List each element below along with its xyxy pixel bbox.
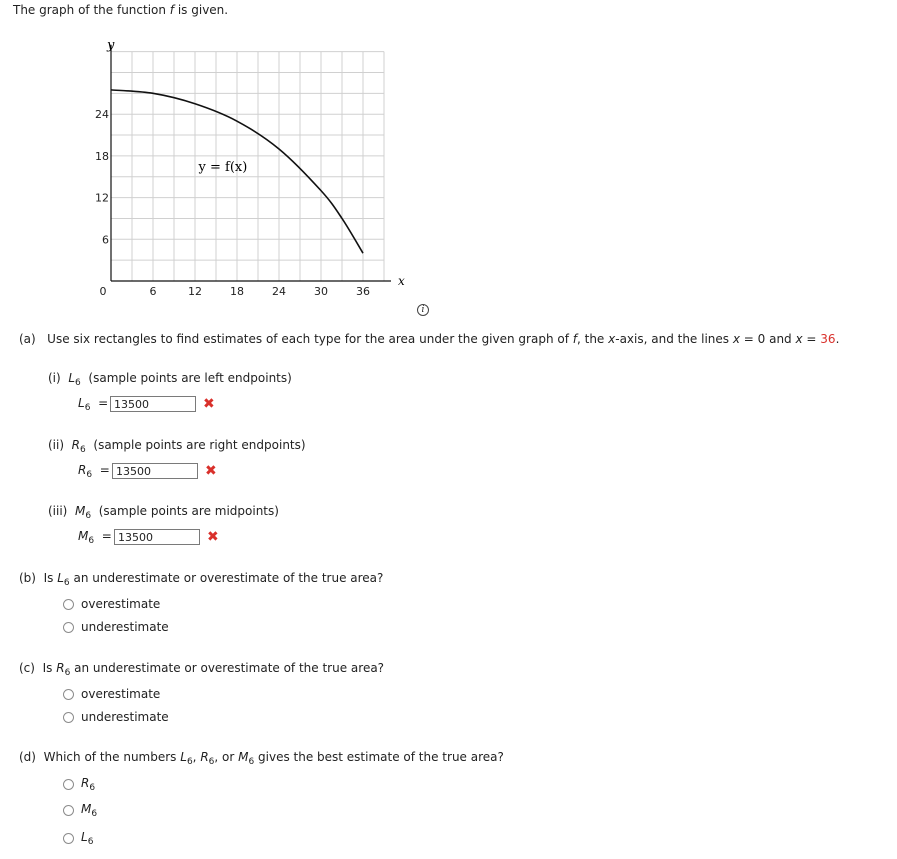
x-tick-label: 30	[314, 285, 328, 298]
part-b-question: (b) Is $L_6$ an underestimate or overestimate of the true area?	[19, 571, 384, 588]
info-icon[interactable]: i	[417, 304, 429, 316]
r6-input[interactable]: 13500	[112, 463, 198, 479]
b-overestimate-label[interactable]: overestimate	[81, 597, 161, 611]
d-r6-label[interactable]: $R_6$	[81, 776, 96, 793]
x-tick-label: 18	[230, 285, 244, 298]
d-m6-label[interactable]: $M_6$	[81, 802, 98, 819]
intro-text: The graph of the function f is given.	[13, 3, 229, 17]
y-tick-label: 6	[102, 233, 109, 247]
c-underestimate-radio[interactable]	[63, 712, 74, 723]
d-l6-radio[interactable]	[63, 833, 74, 844]
c-overestimate-label[interactable]: overestimate	[81, 687, 161, 701]
l6-incorrect-icon: ✖	[203, 396, 215, 412]
b-overestimate-radio[interactable]	[63, 599, 74, 610]
part-d-question: (d) Which of the numbers $L_6$, $R_6$, or $M_6$ gives the best estimate of the true area?	[19, 750, 504, 767]
x-tick-label: 36	[356, 285, 370, 298]
r6-answer-label: $R_6$ =	[78, 463, 110, 480]
y-tick-label: 12	[95, 191, 109, 205]
y-axis-label: y	[107, 38, 115, 53]
part-c-question: (c) Is $R_6$ an underestimate or overestimate of the true area?	[19, 661, 385, 678]
x-tick-label: 12	[188, 285, 202, 298]
function-graph	[0, 0, 420, 310]
b-underestimate-label[interactable]: underestimate	[81, 620, 169, 634]
curve-label: y = f(x)	[198, 160, 248, 176]
d-l6-label[interactable]: $L_6$	[81, 830, 94, 847]
x-axis-label: x	[398, 274, 405, 288]
m6-answer-label: $M_6$ =	[78, 529, 112, 546]
y-tick-label: 24	[95, 108, 109, 122]
b-underestimate-radio[interactable]	[63, 622, 74, 633]
r6-incorrect-icon: ✖	[205, 463, 217, 479]
x-tick-label: 6	[149, 285, 157, 298]
part-a-iii-label: (iii) $M_6$ (sample points are midpoints)	[48, 504, 279, 521]
c-underestimate-label[interactable]: underestimate	[81, 710, 169, 724]
y-tick-label: 18	[95, 149, 109, 163]
part-a-i-label: (i) $L_6$ (sample points are left endpoints)	[48, 371, 292, 388]
d-m6-radio[interactable]	[63, 805, 74, 816]
d-r6-radio[interactable]	[63, 779, 74, 790]
part-a-question: (a) Use six rectangles to find estimates of each type for the area under the given graph of f, the x-axis, and the lines x = 0 and x = 36.	[19, 332, 840, 346]
part-a-ii-label: (ii) $R_6$ (sample points are right endpoints)	[48, 438, 306, 455]
m6-incorrect-icon: ✖	[207, 529, 219, 545]
l6-input[interactable]: 13500	[110, 396, 196, 412]
x-tick-label: 24	[272, 285, 286, 298]
c-overestimate-radio[interactable]	[63, 689, 74, 700]
x-tick-label: 0	[99, 285, 107, 298]
l6-answer-label: $L_6$ =	[78, 396, 109, 413]
m6-input[interactable]: 13500	[114, 529, 200, 545]
